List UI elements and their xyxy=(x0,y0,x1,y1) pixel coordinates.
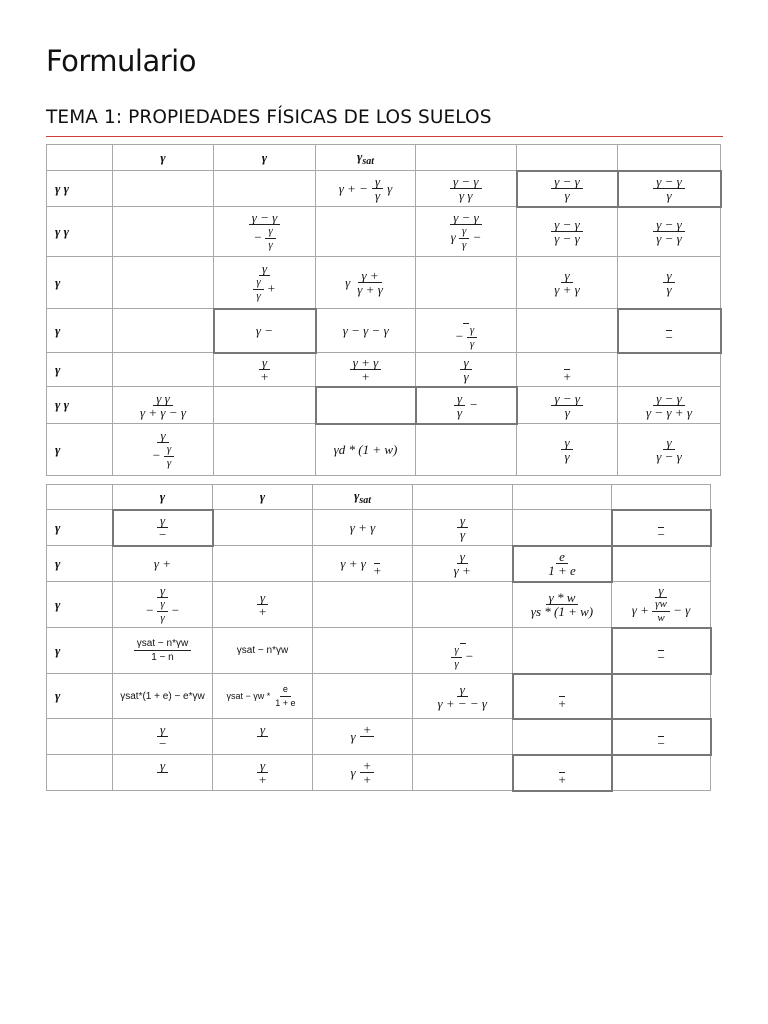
formula-cell: − xyxy=(618,309,721,353)
formula-cell xyxy=(316,387,416,424)
table-row xyxy=(47,674,711,719)
formula-cell: $\frac{\gamma}{\gamma}$ xyxy=(413,510,513,546)
formula-cell: $\frac{\gamma}{\gamma}$ xyxy=(517,424,618,476)
formula-cell: $\frac{\gamma - \gamma}{\gamma - \gamma}$ xyxy=(618,207,721,257)
formula-cell xyxy=(113,309,214,353)
formula-cell: $\frac{\gamma}{\gamma}$ − xyxy=(413,628,513,674)
formula-cell: γ − γ − γ xyxy=(316,309,416,353)
formula-cell xyxy=(618,353,721,387)
table-row xyxy=(47,628,711,674)
row-label: γ γ xyxy=(47,207,113,257)
formula-cell: − $\frac{\gamma}{\gamma}$ xyxy=(416,309,517,353)
formula-cell: γ xyxy=(113,755,213,791)
formula-cell xyxy=(214,424,316,476)
row-label: γ γ xyxy=(47,387,113,424)
table-header-row xyxy=(47,145,721,171)
header-cell xyxy=(47,485,113,510)
formula-cell: $\frac{\gamma - \gamma}{\gamma - \gamma}$ xyxy=(517,207,618,257)
table-row xyxy=(47,257,721,309)
formula-cell: $\frac{\gamma - \gamma}{\text{γ γ}}$ xyxy=(416,171,517,207)
formula-cell: $\frac{\gamma - \gamma}{\gamma}$ xyxy=(517,171,618,207)
formula-cell: γ $\frac{+}{+}$ xyxy=(313,755,413,791)
row-label: γ xyxy=(47,424,113,476)
formula-cell: γ − $\frac{\gamma}{\gamma}$ xyxy=(113,424,214,476)
formula-cell xyxy=(612,546,711,582)
row-label xyxy=(47,755,113,791)
formula-cell: $\frac{\gamma}{-}$ xyxy=(113,719,213,755)
formula-cell xyxy=(513,628,612,674)
formula-cell: γ − $\frac{\gamma}{\gamma}$ − xyxy=(113,582,213,628)
formula-cell: $\frac{\text{γ γ}}{\gamma + \gamma - \gamma}$ xyxy=(113,387,214,424)
formula-cell: + xyxy=(517,353,618,387)
table-row xyxy=(47,387,721,424)
formula-cell: $\frac{\gamma}{\gamma}$ − xyxy=(416,387,517,424)
formula-cell: $\frac{\gamma}{\gamma + \gamma}$ xyxy=(517,257,618,309)
header-cell: γ xyxy=(113,485,213,510)
row-label: γ xyxy=(47,546,113,582)
formula-cell: $\frac{\gamma}{+}$ xyxy=(213,755,313,791)
header-cell xyxy=(416,145,517,171)
formula-cell: $\frac{\gamma}{\gamma - \gamma}$ xyxy=(618,424,721,476)
formula-cell: γ + − $\frac{\gamma}{\gamma}$ γ xyxy=(316,171,416,207)
header-cell xyxy=(517,145,618,171)
formula-cell xyxy=(113,207,214,257)
header-cell xyxy=(47,145,113,171)
row-label: γ xyxy=(47,309,113,353)
formula-cell: $\frac{\gamma}{\gamma + - - \gamma}$ xyxy=(413,674,513,719)
formula-cell: − xyxy=(612,510,711,546)
table-row xyxy=(47,207,721,257)
header-cell xyxy=(612,485,711,510)
table-row xyxy=(47,755,711,791)
formula-cell: γ $\frac{\gamma +}{\gamma + \gamma}$ xyxy=(316,257,416,309)
formula-table-2 xyxy=(46,484,712,792)
formula-cell xyxy=(214,387,316,424)
formula-cell: $\frac{\text{γsat − n*γw}}{1 - n}$ xyxy=(113,628,213,674)
formula-cell xyxy=(612,755,711,791)
formula-cell: − xyxy=(612,719,711,755)
formula-cell: γ − γ γ $\frac{\gamma}{\gamma}$ − xyxy=(416,207,517,257)
header-cell xyxy=(413,485,513,510)
formula-cell: $\frac{\gamma}{+}$ xyxy=(214,353,316,387)
row-label: γ xyxy=(47,674,113,719)
formula-cell xyxy=(513,510,612,546)
table-header-row xyxy=(47,485,711,510)
formula-cell xyxy=(313,628,413,674)
formula-cell xyxy=(113,353,214,387)
page-title: Formulario xyxy=(46,44,196,78)
formula-cell: γ $\frac{\gamma}{\gamma}$ + xyxy=(214,257,316,309)
header-cell: $\gamma_{sat}$ xyxy=(313,485,413,510)
row-label: γ xyxy=(47,510,113,546)
formula-cell xyxy=(416,257,517,309)
header-cell xyxy=(513,485,612,510)
formula-table-1 xyxy=(46,144,722,476)
header-cell: γ xyxy=(214,145,316,171)
row-label xyxy=(47,719,113,755)
formula-cell xyxy=(113,257,214,309)
formula-cell xyxy=(416,424,517,476)
formula-cell: γsat − γw * $\frac{e}{1 + e}$ xyxy=(213,674,313,719)
formula-cell: $\frac{\gamma - \gamma}{\gamma - \gamma + \gamma}$ xyxy=(618,387,721,424)
section-title: TEMA 1: PROPIEDADES FÍSICAS DE LOS SUELOS xyxy=(46,107,492,128)
formula-cell: $\frac{\gamma - \gamma}{\gamma}$ xyxy=(517,387,618,424)
header-cell: γ xyxy=(113,145,214,171)
table-row xyxy=(47,510,711,546)
table-row xyxy=(47,719,711,755)
formula-cell: $\frac{\gamma}{+}$ xyxy=(213,582,313,628)
table-row xyxy=(47,171,721,207)
formula-cell xyxy=(316,207,416,257)
table-row xyxy=(47,582,711,628)
formula-cell: γ − γ − $\frac{\gamma}{\gamma}$ xyxy=(214,207,316,257)
row-label: γ xyxy=(47,582,113,628)
formula-cell xyxy=(113,171,214,207)
formula-cell: γsat − n*γw xyxy=(213,628,313,674)
formula-cell: + xyxy=(513,674,612,719)
formula-cell: $\frac{\gamma}{-}$ xyxy=(113,510,213,546)
formula-cell: γ xyxy=(213,719,313,755)
formula-cell: $\frac{\gamma}{\gamma}$ xyxy=(416,353,517,387)
formula-cell: γ + xyxy=(113,546,213,582)
formula-cell xyxy=(213,546,313,582)
table-row xyxy=(47,353,721,387)
header-cell: γ xyxy=(213,485,313,510)
section-divider xyxy=(46,136,723,137)
table-row xyxy=(47,424,721,476)
formula-cell: γd * (1 + w) xyxy=(316,424,416,476)
formula-cell xyxy=(214,171,316,207)
formula-cell: γ γ + $\frac{\gamma w}{w}$ − γ xyxy=(612,582,711,628)
formula-cell: γ + xyxy=(313,719,413,755)
formula-cell xyxy=(413,755,513,791)
formula-cell xyxy=(413,719,513,755)
row-label: γ xyxy=(47,628,113,674)
formula-cell: − xyxy=(612,628,711,674)
formula-cell: + xyxy=(513,755,612,791)
formula-cell xyxy=(313,674,413,719)
formula-cell xyxy=(213,510,313,546)
formula-cell: $\frac{\gamma * w}{\gamma s * (1 + w)}$ xyxy=(513,582,612,628)
formula-cell xyxy=(612,674,711,719)
formula-cell: γ + γ + xyxy=(313,546,413,582)
formula-cell: $\frac{\gamma}{\gamma +}$ xyxy=(413,546,513,582)
table-row xyxy=(47,309,721,353)
formula-cell xyxy=(413,582,513,628)
formula-cell: $\frac{e}{1 + e}$ xyxy=(513,546,612,582)
row-label: γ xyxy=(47,353,113,387)
row-label: γ γ xyxy=(47,171,113,207)
table-row xyxy=(47,546,711,582)
formula-cell xyxy=(313,582,413,628)
formula-cell: γsat*(1 + e) − e*γw xyxy=(113,674,213,719)
header-cell: $\gamma_{sat}$ xyxy=(316,145,416,171)
row-label: γ xyxy=(47,257,113,309)
formula-cell: γ − xyxy=(214,309,316,353)
formula-cell: γ + γ xyxy=(313,510,413,546)
formula-cell: $\frac{\gamma}{\gamma}$ xyxy=(618,257,721,309)
header-cell xyxy=(618,145,721,171)
formula-cell xyxy=(517,309,618,353)
formula-cell xyxy=(513,719,612,755)
formula-cell: $\frac{\gamma + \gamma}{+}$ xyxy=(316,353,416,387)
formula-cell: $\frac{\gamma - \gamma}{\gamma}$ xyxy=(618,171,721,207)
